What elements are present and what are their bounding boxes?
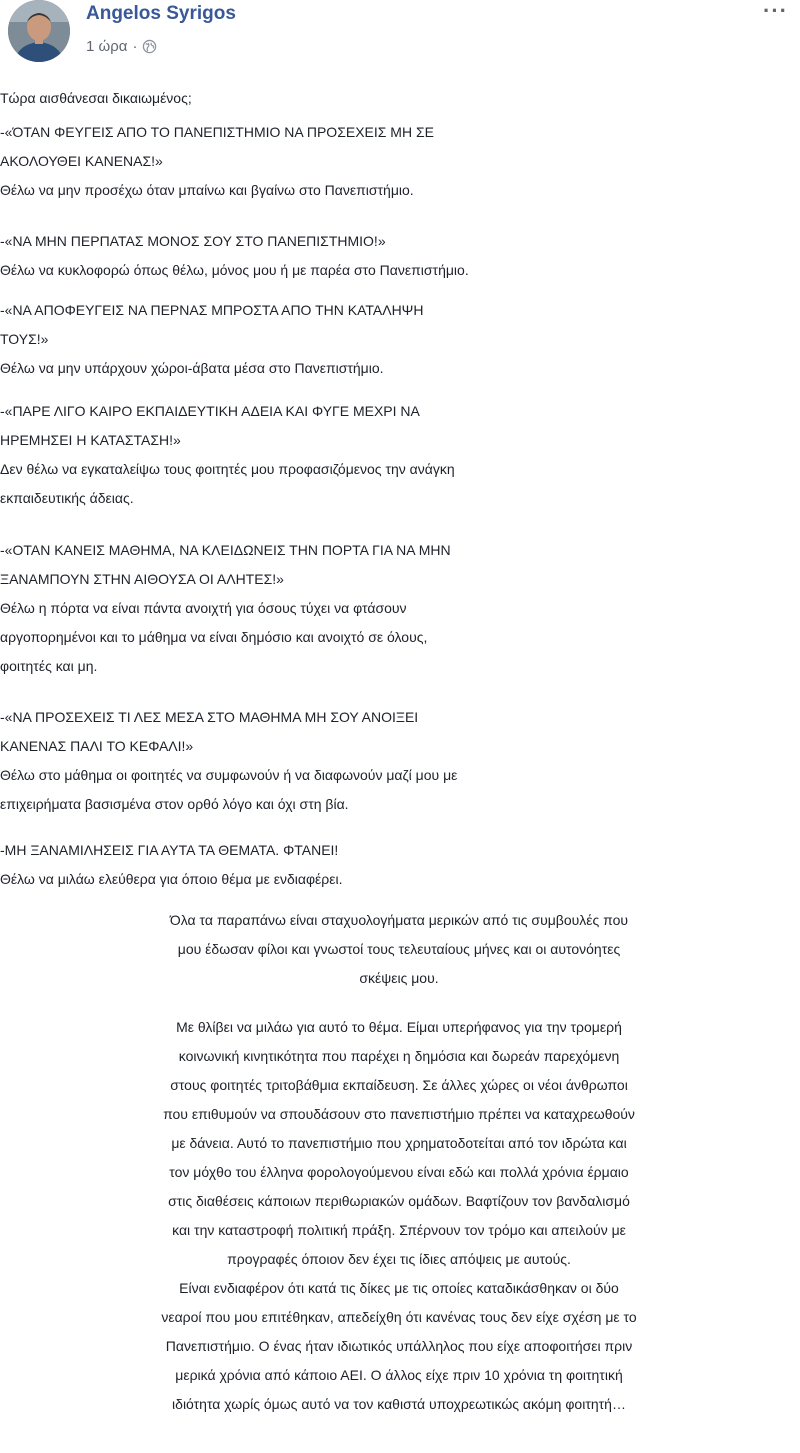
timestamp-link[interactable]: 1 ώρα: [86, 38, 128, 55]
text-line: τον μόχθο του έλληνα φορολογούμενου είναι εδώ και πολλά χρόνια έρμαιο: [169, 1164, 629, 1180]
text-line: Θέλω να κυκλοφορώ όπως θέλω, μόνος μου ή με παρέα στο Πανεπιστήμιο.: [0, 262, 469, 278]
post-paragraph: [0, 118, 798, 205]
text-line: με δάνεια. Αυτό το πανεπιστήμιο που χρηματοδοτείται από τον ιδρώτα και: [171, 1135, 627, 1151]
post-paragraph: [0, 397, 798, 513]
text-line: και την καταστροφή πολιτική πράξη. Σπέρνουν τον τρόμο και απειλούν με: [172, 1222, 626, 1238]
text-line: ΚΑΝΕΝΑΣ ΠΑΛΙ ΤΟ ΚΕΦΑΛΙ!»: [0, 738, 194, 754]
text-line: αργοπορημένοι και το μάθημα να είναι δημόσιο και ανοιχτό σε όλους,: [0, 629, 428, 645]
post-meta: [86, 38, 157, 55]
post-paragraph: [0, 836, 798, 894]
text-line: προγραφές όποιον δεν έχει τις ίδιες απόψεις με αυτούς.: [227, 1251, 571, 1267]
text-line: Είναι ενδιαφέρον ότι κατά τις δίκες με τις οποίες καταδικάσθηκαν οι δύο: [179, 1280, 619, 1296]
post-paragraph: [0, 1013, 798, 1419]
profile-photo-icon: [8, 0, 70, 62]
text-line: στους φοιτητές τριτοβάθμια εκπαίδευση. Σε άλλες χώρες οι νέοι άνθρωποι: [170, 1077, 628, 1093]
text-line: ΗΡΕΜΗΣΕΙ Η ΚΑΤΑΣΤΑΣΗ!»: [0, 432, 181, 448]
text-line: Τώρα αισθάνεσαι δικαιωμένος;: [0, 90, 192, 106]
post-header: [0, 0, 800, 70]
text-line: Δεν θέλω να εγκαταλείψω τους φοιτητές μου προφασιζόμενος την ανάγκη: [0, 461, 455, 477]
text-line: κοινωνική κινητικότητα που παρέχει η δημόσια και δωρεάν παρεχόμενη: [178, 1048, 620, 1064]
text-line: ΤΟΥΣ!»: [0, 331, 49, 347]
text-line: Θέλω να μιλάω ελεύθερα για όποιο θέμα με ενδιαφέρει.: [0, 871, 343, 887]
post-paragraph: [0, 296, 798, 383]
text-line: εκπαιδευτικής άδειας.: [0, 490, 134, 506]
text-line: μερικά χρόνια από κάποιο ΑΕΙ. Ο άλλος είχε πριν 10 χρόνια τη φοιτητική: [175, 1367, 623, 1383]
text-line: -«ΝΑ ΠΡΟΣΕΧΕΙΣ ΤΙ ΛΕΣ ΜΕΣΑ ΣΤΟ ΜΑΘΗΜΑ ΜΗ ΣΟΥ ΑΝΟΙΞΕΙ: [0, 709, 419, 725]
post-paragraph: [0, 536, 798, 681]
text-line: -«ΝΑ ΜΗΝ ΠΕΡΠΑΤΑΣ ΜΟΝΟΣ ΣΟΥ ΣΤΟ ΠΑΝΕΠΙΣΤΗΜΙΟ!»: [0, 233, 386, 249]
text-line: Θέλω να μην υπάρχουν χώροι-άβατα μέσα στο Πανεπιστήμιο.: [0, 360, 384, 376]
text-line: Θέλω στο μάθημα οι φοιτητές να συμφωνούν ή να διαφωνούν μαζί μου με: [0, 767, 458, 783]
more-options-icon[interactable]: ···: [763, 0, 788, 23]
text-line: φοιτητές και μη.: [0, 658, 98, 674]
text-line: Πανεπιστήμιο. Ο ένας ήταν ιδιωτικός υπάλληλος που είχε αποφοιτήσει πριν: [165, 1338, 633, 1354]
text-line: σκέψεις μου.: [359, 970, 439, 986]
meta-separator: ·: [132, 38, 138, 55]
post-paragraph: [0, 906, 798, 993]
text-line: -«ΠΑΡΕ ΛΙΓΟ ΚΑΙΡΟ ΕΚΠΑΙΔΕΥΤΙΚΗ ΑΔΕΙΑ ΚΑΙ ΦΥΓΕ ΜΕΧΡΙ ΝΑ: [0, 403, 420, 419]
globe-icon[interactable]: [142, 39, 157, 54]
text-line: Όλα τα παραπάνω είναι σταχυολογήματα μερικών από τις συμβουλές που: [169, 912, 629, 928]
text-line: -«ΌΤΑΝ ΦΕΥΓΕΙΣ ΑΠΟ ΤΟ ΠΑΝΕΠΙΣΤΗΜΙΟ ΝΑ ΠΡΟΣΕΧΕΙΣ ΜΗ ΣΕ: [0, 124, 434, 140]
text-line: επιχειρήματα βασισμένα στον ορθό λόγο και όχι στη βία.: [0, 796, 349, 812]
text-line: -«ΝΑ ΑΠΟΦΕΥΓΕΙΣ ΝΑ ΠΕΡΝΑΣ ΜΠΡΟΣΤΑ ΑΠΟ ΤΗΝ ΚΑΤΑΛΗΨΗ: [0, 302, 424, 318]
text-line: νεαροί που μου επιτέθηκαν, απεδείχθη ότι κανένας τους δεν είχε σχέση με το: [161, 1309, 637, 1325]
author-name-link[interactable]: Angelos Syrigos: [86, 3, 236, 24]
post-paragraph: [0, 703, 798, 819]
text-line: στις διαθέσεις κάποιων περιθωριακών ομάδων. Βαφτίζουν τον βανδαλισμό: [168, 1193, 630, 1209]
post-paragraph: [0, 84, 798, 113]
text-line: Με θλίβει να μιλάω για αυτό το θέμα. Είμαι υπερήφανος για την τρομερή: [176, 1019, 622, 1035]
text-line: Θέλω η πόρτα να είναι πάντα ανοιχτή για όσους τύχει να φτάσουν: [0, 600, 407, 616]
text-line: -ΜΗ ΞΑΝΑΜΙΛΗΣΕΙΣ ΓΙΑ ΑΥΤΑ ΤΑ ΘΕΜΑΤΑ. ΦΤΑΝΕΙ!: [0, 842, 339, 858]
text-line: ιδιότητα χωρίς όμως αυτό να τον καθιστά υποχρεωτικώς ακόμη φοιτητή…: [172, 1396, 626, 1412]
text-line: Θέλω να μην προσέχω όταν μπαίνω και βγαίνω στο Πανεπιστήμιο.: [0, 182, 414, 198]
avatar[interactable]: [8, 0, 70, 62]
post-paragraph: [0, 227, 798, 285]
text-line: -«ΟΤΑΝ ΚΑΝΕΙΣ ΜΑΘΗΜΑ, ΝΑ ΚΛΕΙΔΩΝΕΙΣ ΤΗΝ ΠΟΡΤΑ ΓΙΑ ΝΑ ΜΗΝ: [0, 542, 451, 558]
text-line: ΑΚΟΛΟΥΘΕΙ ΚΑΝΕΝΑΣ!»: [0, 153, 163, 169]
text-line: που επιθυμούν να σπουδάσουν στο πανεπιστήμιο πρέπει να καταχρεωθούν: [163, 1106, 635, 1122]
text-line: μου έδωσαν φίλοι και γνωστοί τους τελευταίους μήνες και οι αυτονόητες: [177, 941, 621, 957]
text-line: ΞΑΝΑΜΠΟΥΝ ΣΤΗΝ ΑΙΘΟΥΣΑ ΟΙ ΑΛΗΤΕΣ!»: [0, 571, 284, 587]
